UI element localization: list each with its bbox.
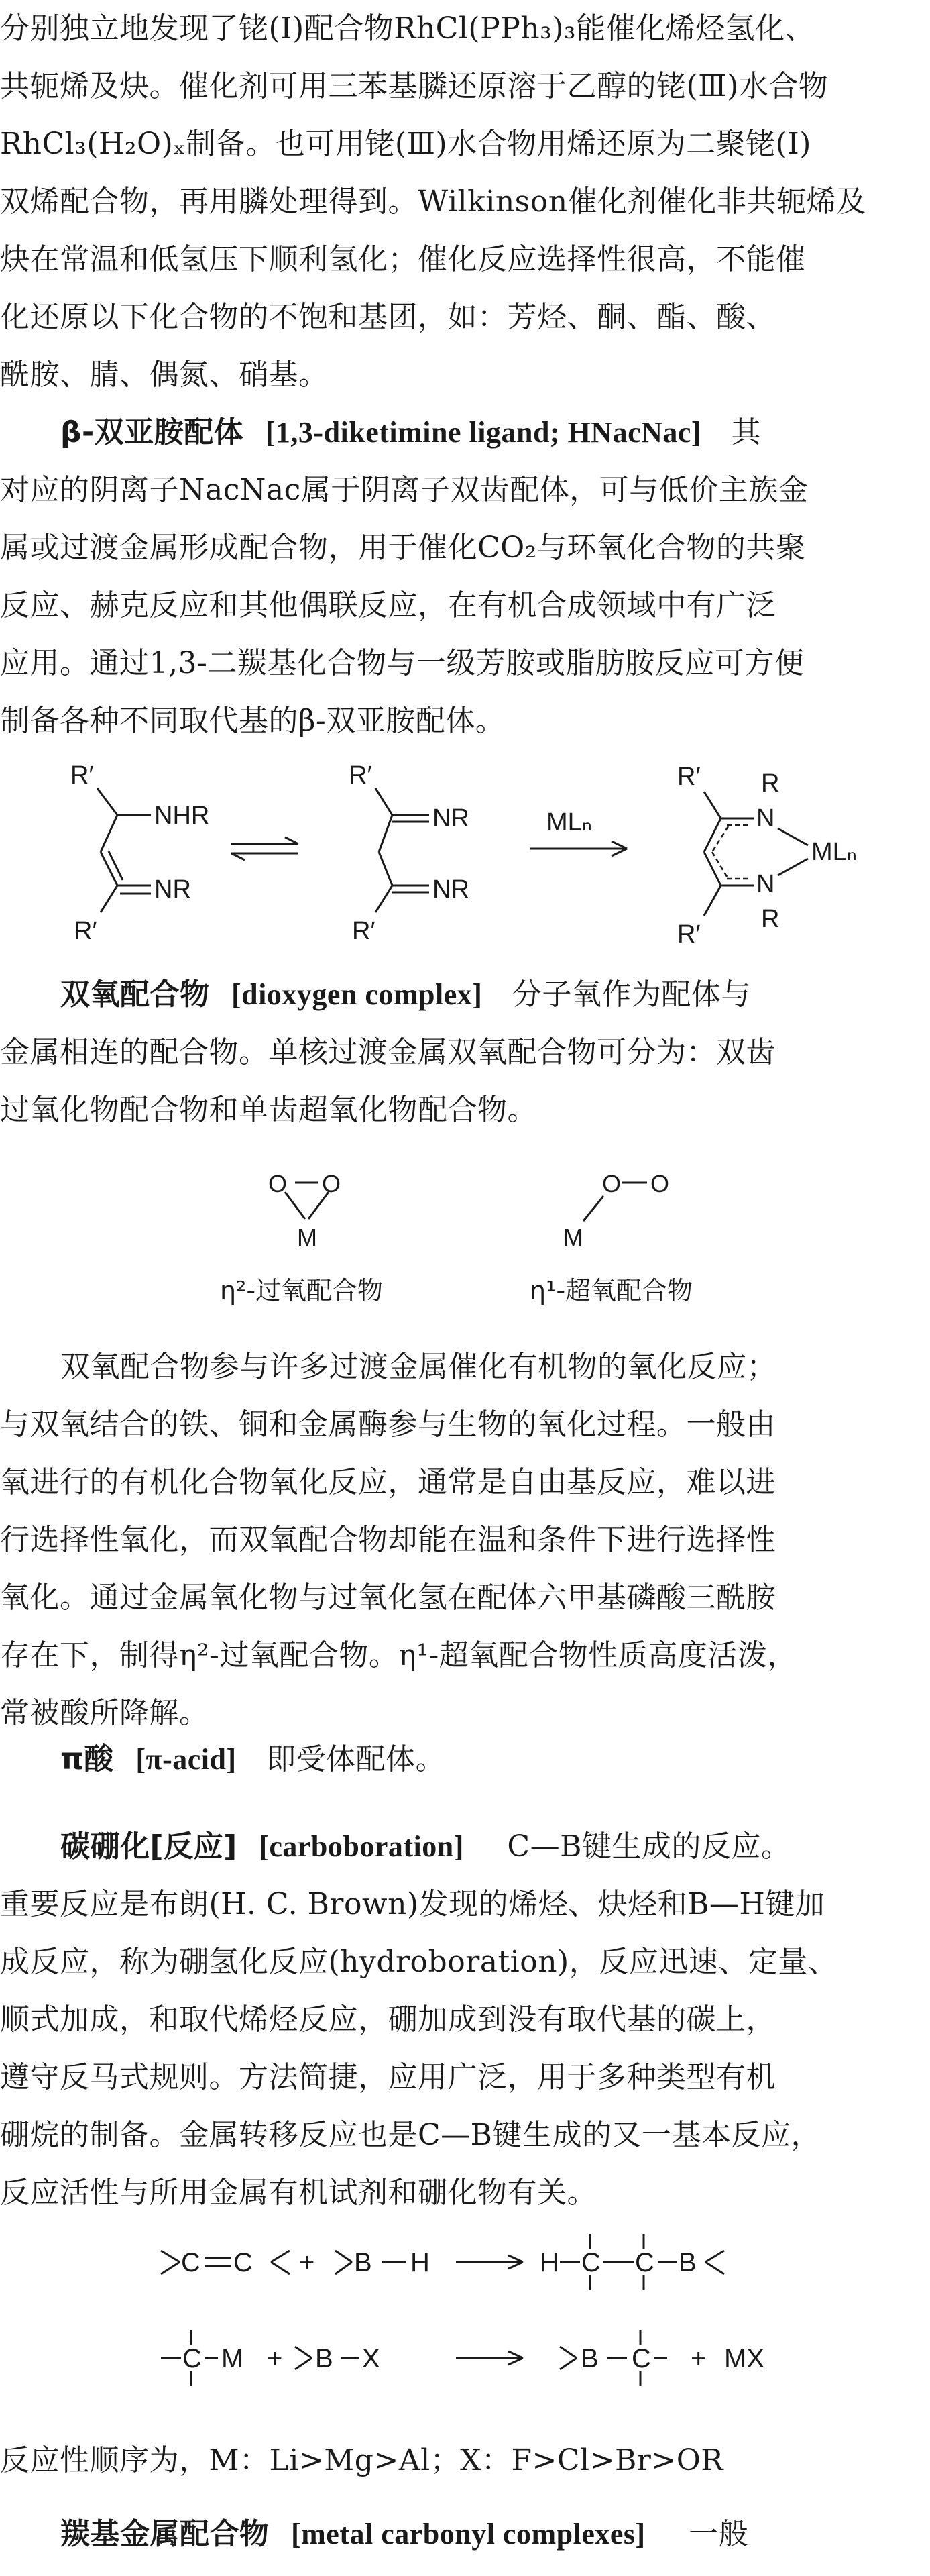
carboboration-entry [0, 1818, 930, 2222]
entry-english: [carboboration] [259, 1830, 464, 1863]
text-line: 反应性顺序为，M：Li>Mg>Al；X：F>Cl>Br>OR [0, 2443, 723, 2477]
r-label: R [761, 769, 780, 798]
text-line: 遵守反马式规则。方法简捷，应用广泛，用于多种类型有机 [0, 2060, 776, 2094]
text-line: 常被酸所降解。 [0, 1696, 209, 1730]
entry-heading-line [0, 1731, 930, 1788]
text-line: 氧进行的有机化合物氧化反应，通常是自由基反应，难以进 [0, 1465, 776, 1499]
entry-term: 双氧配合物 [60, 977, 210, 1012]
entry-term: 碳硼化[反应] [60, 1829, 237, 1864]
entry-text: 即受体配体。 [266, 1742, 446, 1776]
dioxygen-entry [0, 966, 930, 1139]
text-line: 酰胺、腈、偶氮、硝基。 [0, 358, 329, 392]
n-label: N [756, 870, 775, 898]
plus-sign: + [267, 2344, 283, 2373]
nhr-label: NHR [154, 802, 210, 830]
oxygen-label: O [602, 1170, 622, 1197]
nacnac-scheme-svg [0, 751, 930, 959]
plus-sign: + [299, 2248, 315, 2277]
entry-text: 其 [731, 415, 762, 449]
metal-label: M [297, 1224, 317, 1251]
text-line: 反应活性与所用金属有机试剂和硼化物有关。 [0, 2176, 597, 2210]
metal-carbonyl-entry [0, 2506, 930, 2563]
eta1-caption: η¹-超氧配合物 [530, 1276, 693, 1305]
metal-label: MLₙ [811, 838, 857, 866]
entry-term: β-双亚胺配体 [60, 415, 244, 449]
text-line: 共轭烯及炔。催化剂可用三苯基膦还原溶于乙醇的铑(Ⅲ)水合物 [0, 69, 829, 103]
text-line: 反应、赫克反应和其他偶联反应，在有机合成领域中有广泛 [0, 588, 776, 623]
reagent-label: MLₙ [546, 808, 592, 837]
text-line: 属或过渡金属形成配合物，用于催化CO₂与环氧化合物的共聚 [0, 531, 806, 565]
boron-label: B [354, 2248, 372, 2277]
entry-heading-line [0, 2506, 930, 2563]
dioxygen-paragraph-2 [0, 1338, 930, 1742]
nr-label: NR [432, 875, 469, 904]
text-line: 分别独立地发现了铑(Ⅰ)配合物RhCl(PPh₃)₃能催化烯烃氢化、 [0, 11, 815, 46]
entry-english: [dioxygen complex] [231, 978, 483, 1011]
nr-label: NR [432, 804, 469, 833]
text-line: 顺式加成，和取代烯烃反应，硼加成到没有取代基的碳上， [0, 2002, 776, 2037]
metal-label: M [221, 2344, 244, 2373]
entry-term: 羰基金属配合物 [60, 2517, 270, 2551]
text-line: RhCl₃(H₂O)ₓ制备。也可用铑(Ⅲ)水合物用烯还原为二聚铑(Ⅰ) [0, 127, 811, 161]
eta2-caption: η²-过氧配合物 [220, 1276, 384, 1305]
r-prime-label: R′ [349, 761, 372, 790]
text-line: 炔在常温和低氢压下顺利氢化；催化反应选择性很高，不能催 [0, 242, 806, 276]
entry-heading-line [0, 966, 930, 1024]
dioxygen-figure-svg [0, 1144, 930, 1318]
entry-english: [π-acid] [135, 1743, 237, 1776]
entry-heading-line [0, 404, 930, 462]
hydrogen-label: H [410, 2248, 430, 2277]
metal-label: M [563, 1224, 583, 1251]
carbon-label: C [182, 2344, 202, 2373]
r-prime-label: R′ [677, 763, 701, 791]
r-prime-label: R′ [70, 761, 94, 790]
r-prime-label: R′ [677, 920, 701, 949]
nr-label: NR [154, 875, 191, 904]
carbon-label: C [632, 2344, 651, 2373]
entry-text: 分子氧作为配体与 [512, 977, 751, 1012]
boron-label: B [581, 2344, 599, 2373]
halide-label: X [362, 2344, 380, 2373]
oxygen-label: O [268, 1170, 288, 1197]
carbon-label: C [581, 2248, 601, 2277]
n-label: N [756, 804, 775, 833]
text-line: 对应的阴离子NacNac属于阴离子双齿配体，可与低价主族金 [0, 473, 809, 507]
nacnac-entry [0, 404, 930, 750]
boron-label: B [315, 2344, 333, 2373]
text-line: 行选择性氧化，而双氧配合物却能在温和条件下进行选择性 [0, 1523, 776, 1557]
reactivity-order [0, 2432, 930, 2489]
mx-label: MX [724, 2344, 764, 2373]
text-line: 成反应，称为硼氢化反应(hydroboration)，反应迅速、定量、 [0, 1945, 838, 1979]
text-line: 双氧配合物参与许多过渡金属催化有机物的氧化反应； [60, 1350, 776, 1384]
text-line: 重要反应是布朗(H. C. Brown)发现的烯烃、炔烃和B—H键加 [0, 1887, 825, 1921]
text-line: 化还原以下化合物的不饱和基团，如：芳烃、酮、酯、酸、 [0, 300, 776, 334]
nacnac-scheme [0, 751, 930, 962]
wilkinson-paragraph [0, 0, 930, 404]
hydrogen-label: H [540, 2248, 559, 2277]
text-line: 制备各种不同取代基的β-双亚胺配体。 [0, 704, 506, 738]
entry-english: [1,3-diketimine ligand; HNacNac] [265, 416, 702, 449]
text-line: 过氧化物配合物和单齿超氧化物配合物。 [0, 1093, 537, 1127]
text-line: 金属相连的配合物。单核过渡金属双氧配合物可分为：双齿 [0, 1035, 776, 1069]
plus-sign: + [691, 2344, 707, 2373]
r-prime-label: R′ [74, 917, 97, 945]
entry-text: C—B键生成的反应。 [507, 1829, 791, 1864]
entry-english: [metal carbonyl complexes] [291, 2518, 646, 2551]
entry-term: π酸 [60, 1742, 114, 1776]
carbon-label: C [181, 2248, 200, 2277]
r-prime-label: R′ [352, 917, 375, 945]
dioxygen-figure [0, 1144, 930, 1321]
r-label: R [761, 905, 780, 933]
text-line: 双烯配合物，再用膦处理得到。Wilkinson催化剂催化非共轭烯及 [0, 184, 866, 219]
hydroboration-equations [0, 2220, 930, 2424]
text-line: 硼烷的制备。金属转移反应也是C—B键生成的又一基本反应， [0, 2118, 821, 2152]
entry-heading-line [0, 1818, 930, 1876]
text-line: 氧化。通过金属氧化物与过氧化氢在配体六甲基磷酸三酰胺 [0, 1580, 776, 1615]
boron-label: B [679, 2248, 697, 2277]
pi-acid-entry [0, 1731, 930, 1788]
equations-svg [0, 2220, 930, 2422]
oxygen-label: O [322, 1170, 341, 1197]
text-line: 与双氧结合的铁、铜和金属酶参与生物的氧化过程。一般由 [0, 1407, 776, 1442]
carbon-label: C [635, 2248, 654, 2277]
oxygen-label: O [650, 1170, 670, 1197]
text-line: 应用。通过1,3-二羰基化合物与一级芳胺或脂肪胺反应可方便 [0, 646, 805, 680]
entry-text: 一般 [689, 2517, 749, 2551]
text-line: 存在下，制得η²-过氧配合物。η¹-超氧配合物性质高度活泼， [0, 1638, 797, 1672]
carbon-label: C [233, 2248, 253, 2277]
